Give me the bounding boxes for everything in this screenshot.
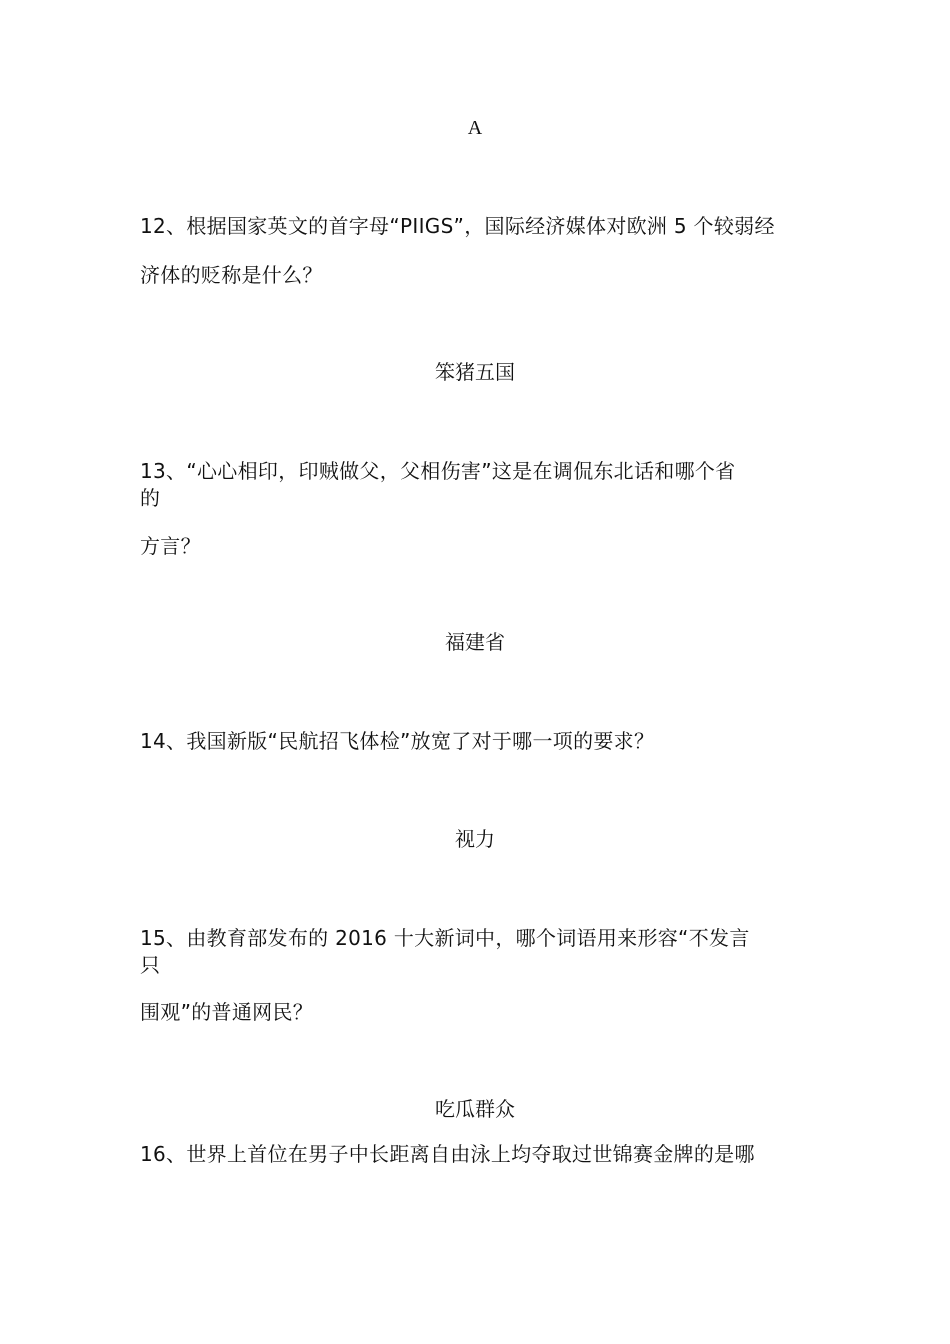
question-15-line-3: 围观”的普通网民？ bbox=[140, 1000, 314, 1024]
answer-11: A bbox=[467, 117, 483, 139]
question-13-line-3: 方言？ bbox=[140, 534, 201, 558]
question-13-line-2: 的 bbox=[140, 486, 161, 510]
question-14-line-1: 14、我国新版“民航招飞体检”放宽了对于哪一项的要求？ bbox=[140, 729, 655, 753]
question-12-line-1: 12、根据国家英文的首字母“PIIGS”，国际经济媒体对欧洲 5 个较弱经 bbox=[140, 214, 775, 238]
question-12-line-2: 济体的贬称是什么？ bbox=[140, 263, 323, 287]
question-15-line-2: 只 bbox=[140, 953, 161, 977]
answer-12: 笨猪五国 bbox=[435, 360, 515, 384]
question-16-line-1: 16、世界上首位在男子中长距离自由泳上均夺取过世锦赛金牌的是哪 bbox=[140, 1142, 755, 1166]
question-13-line-1: 13、“心心相印，印贼做父，父相伤害”这是在调侃东北话和哪个省 bbox=[140, 459, 736, 483]
question-15-line-1: 15、由教育部发布的 2016 十大新词中，哪个词语用来形容“不发言 bbox=[140, 926, 750, 950]
answer-13: 福建省 bbox=[445, 630, 505, 654]
answer-15: 吃瓜群众 bbox=[435, 1097, 515, 1121]
answer-14: 视力 bbox=[455, 827, 495, 851]
